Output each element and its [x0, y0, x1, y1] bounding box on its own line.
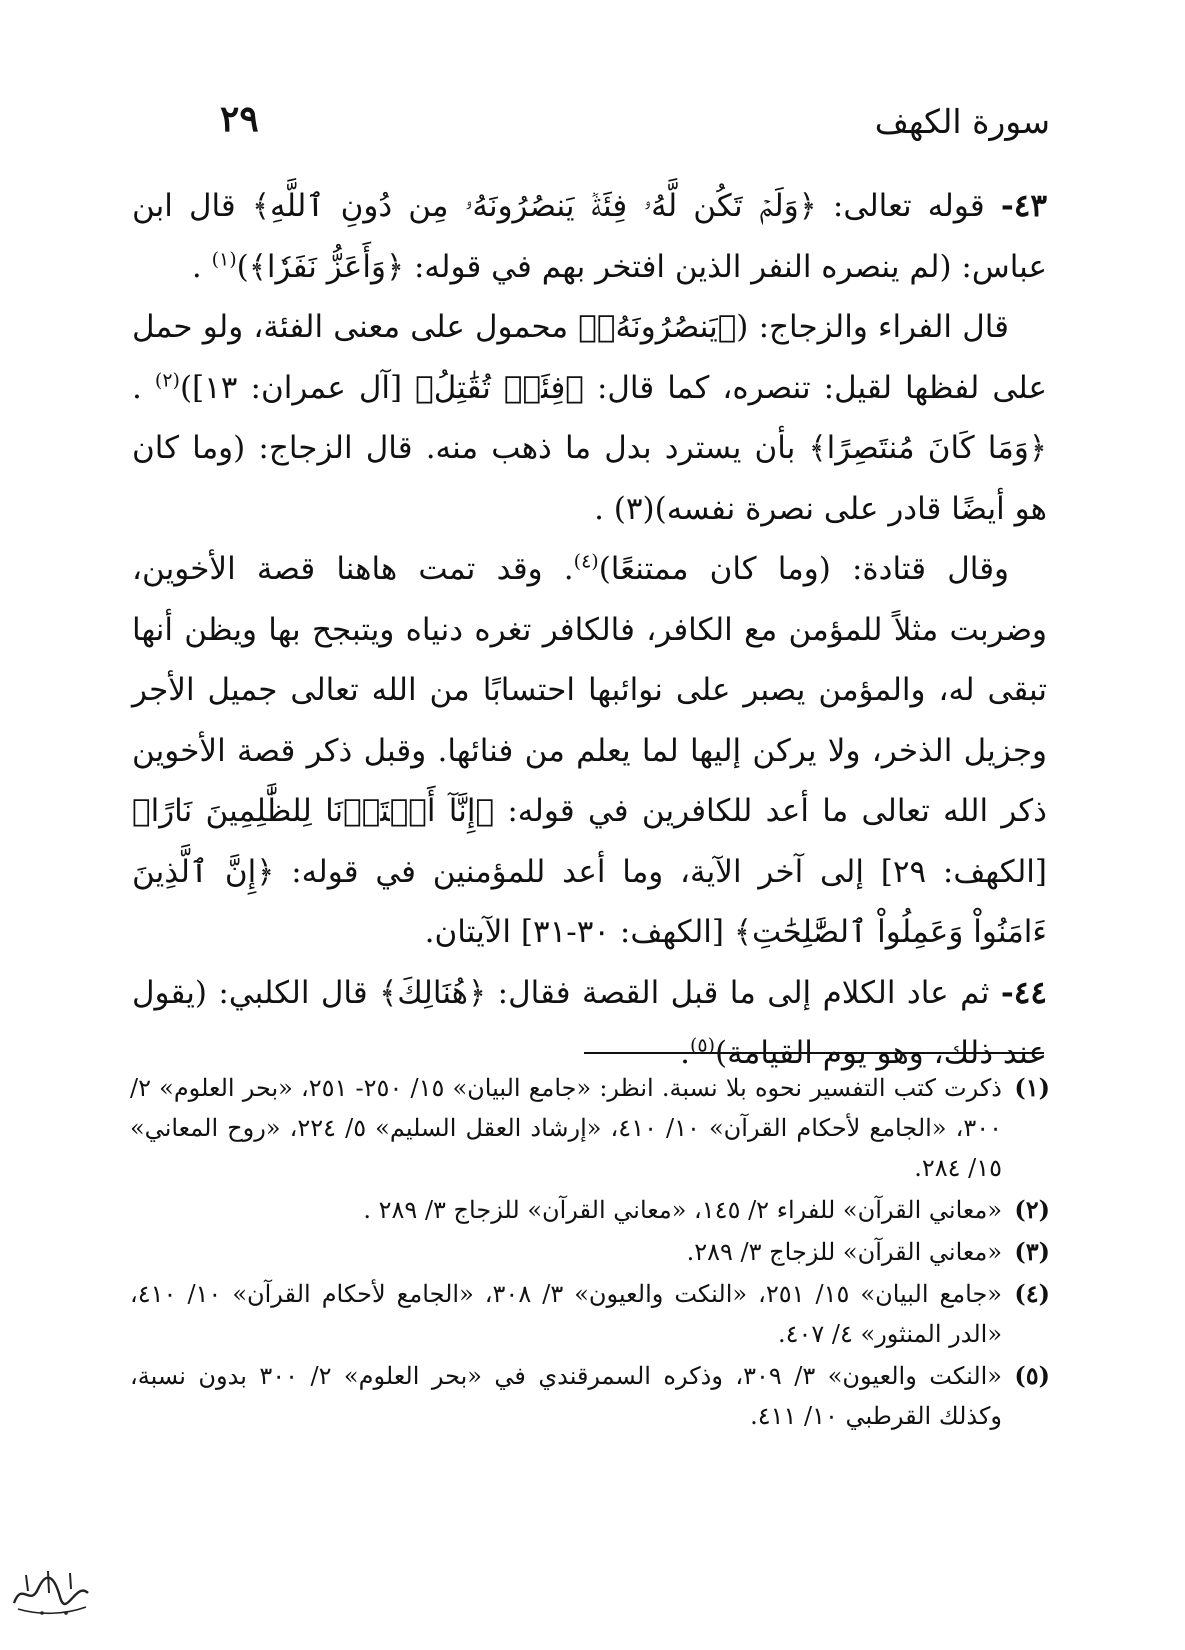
footnote-number: (٣) — [1014, 1237, 1050, 1266]
paragraph-text: قوله تعالى: ﴿وَلَمۡ تَكُن لَّهُۥ فِئَةٞ يَنصُرُونَهُۥ مِن دُونِ ٱللَّهِ﴾ قال ابن عباس: (لم ينصره النفر الذين افتخر بهم في قوله: ﴿وَأَعَزُّ نَفَرٗا﴾) — [132, 188, 1047, 285]
footnote-ref: (٤) — [573, 550, 599, 573]
footnote-text: «معاني القرآن» للفراء ٢/ ١٤٥، «معاني القرآن» للزجاج ٣/ ٢٨٩ . — [363, 1196, 1002, 1224]
paragraph-qatada — [132, 539, 1047, 963]
footnote-ref: (٥) — [689, 1034, 716, 1057]
verse-number: ٤٣- — [1000, 188, 1047, 224]
footnote-number: (٥) — [1014, 1361, 1050, 1390]
paragraph-tail: . — [680, 1035, 690, 1071]
paragraph-farra-zajjaj — [132, 297, 1047, 539]
paragraph-43 — [132, 176, 1047, 297]
verse-number: ٤٤- — [1000, 974, 1047, 1011]
footnote-item — [130, 1190, 1050, 1230]
footnote-number: (١) — [1014, 1073, 1050, 1102]
footnote-item — [130, 1068, 1050, 1188]
footnote-text: «النكت والعيون» ٣/ ٣٠٩، وذكره السمرقندي في «بحر العلوم» ٢/ ٣٠٠ بدون نسبة، وكذلك القرطبي ١٠/ ٤١١. — [130, 1362, 1002, 1430]
paragraph-text: قال الفراء والزجاج: (﴿يَنصُرُونَهُۥ﴾ محمول على معنى الفئة، ولو حمل على لفظها لقيل: تنصره، كما قال: ﴿فِئَةٞ تُقَٰتِلُ﴾ [آل عمران: ١٣]) — [132, 309, 1047, 406]
footnote-text: «معاني القرآن» للزجاج ٣/ ٢٨٩. — [686, 1238, 1002, 1266]
paragraph-tail: . — [191, 248, 212, 285]
footnote-ref: (١) — [211, 248, 237, 271]
footnote-number: (٢) — [1014, 1195, 1050, 1224]
publisher-logo-icon — [8, 1563, 94, 1621]
main-text — [132, 176, 1047, 1084]
footnote-text: «جامع البيان» ١٥/ ٢٥١، «النكت والعيون» ٣/ ٣٠٨، «الجامع لأحكام القرآن» ١٠/ ٤١٠، «الدر المنثور» ٤/ ٤٠٧. — [130, 1280, 1002, 1348]
footnote-item — [130, 1356, 1050, 1436]
paragraph-text: ثم عاد الكلام إلى ما قبل القصة فقال: ﴿هُنَالِكَ﴾ قال الكلبي: (يقول عند ذلك، وهو يوم القيامة) — [132, 974, 1047, 1071]
paragraph-tail: . وقد تمت هاهنا قصة الأخوين، وضربت مثلاً للمؤمن مع الكافر، فالكافر تغره دنياه ويتبجح بها ويظن أنها تبقى له، والمؤمن يصبر على نوائبها احتسابًا من الله تعالى جميل الأجر وجزيل الذخر، ولا يركن إليها لما يعلم من فنائها. وقبل ذكر قصة الأخوين ذكر الله تعالى ما أعد للكافرين في قوله: ﴿إِنَّآ أَعۡتَدۡنَا لِلظَّٰلِمِينَ نَارًا﴾ [الكهف: ٢٩] إلى آخر الآية، وما أعد للمؤمنين في قوله: ﴿إِنَّ ٱلَّذِينَ ءَامَنُواْ وَعَمِلُواْ ٱلصَّٰلِحَٰتِ﴾ [الكهف: ٣٠-٣١] الآيتان. — [132, 551, 1047, 950]
surah-title: سورة الكهف — [874, 102, 1050, 141]
paragraph-text: وقال قتادة: (وما كان ممتنعًا) — [598, 551, 1009, 587]
page-header — [150, 88, 1050, 148]
footnote-ref: (٢) — [154, 369, 180, 392]
footnote-separator — [584, 1052, 1044, 1054]
footnote-item — [130, 1274, 1050, 1354]
page-number: ٢٩ — [220, 98, 259, 140]
paragraph-tail: .﴿وَمَا كَانَ مُنتَصِرًا﴾ بأن يسترد بدل ما ذهب منه. قال الزجاج: (وما كان هو أيضًا قادر على نصرة نفسه)(٣) . — [132, 369, 1047, 527]
footnote-text: ذكرت كتب التفسير نحوه بلا نسبة. انظر: «جامع البيان» ١٥/ ٢٥٠- ٢٥١، «بحر العلوم» ٢/ ٣٠٠، «الجامع لأحكام القرآن» ١٠/ ٤١٠، «إرشاد العقل السليم» ٥/ ٢٢٤، «روح المعاني» ١٥/ ٢٨٤. — [130, 1074, 1003, 1182]
footnote-number: (٤) — [1014, 1279, 1050, 1308]
paragraph-44 — [132, 963, 1047, 1084]
footnotes — [130, 1068, 1050, 1438]
footnote-item — [130, 1232, 1050, 1272]
